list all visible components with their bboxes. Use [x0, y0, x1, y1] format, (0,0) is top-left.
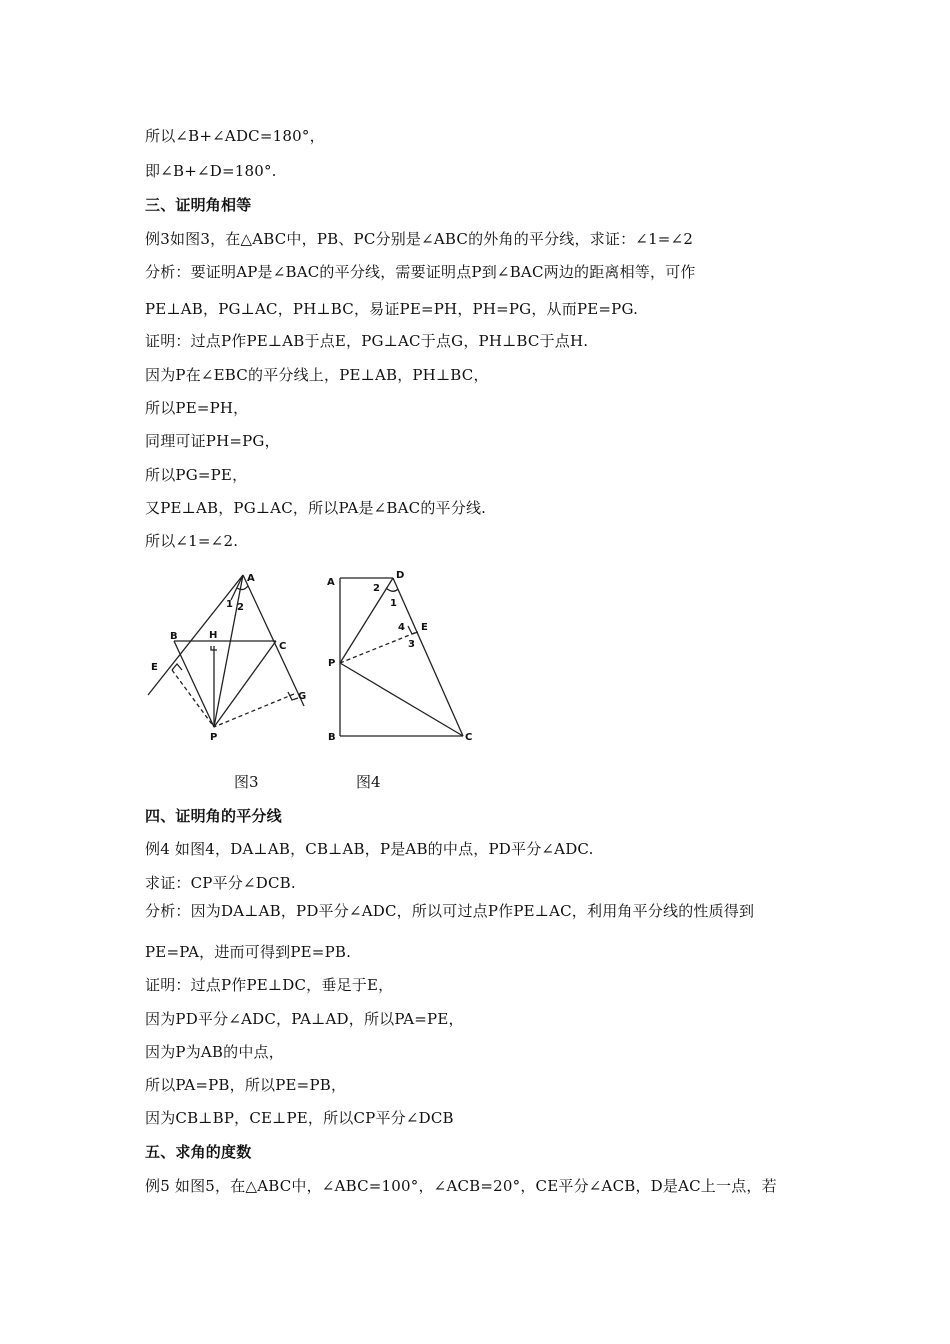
- fig4-angle-3: 3: [408, 639, 415, 650]
- text-line: 因为P在∠EBC的平分线上，PE⊥AB，PH⊥BC，: [145, 366, 489, 384]
- text-line: 证明：过点P作PE⊥AB于点E，PG⊥AC于点G，PH⊥BC于点H.: [145, 332, 589, 350]
- text-line: 所以PG=PE，: [145, 466, 248, 484]
- fig4-angle-2: 2: [373, 583, 380, 594]
- figure-4-caption: 图4: [356, 773, 381, 791]
- text-line: 证明：过点P作PE⊥DC，垂足于E，: [145, 976, 394, 994]
- section-heading: 三、证明角相等: [145, 196, 252, 214]
- fig3-angle-2: 2: [237, 602, 244, 613]
- figure-4: [340, 578, 463, 736]
- fig4-label-P: P: [328, 658, 336, 669]
- text-line: 求证：CP平分∠DCB.: [145, 874, 296, 892]
- text-line: 所以∠B+∠ADC=180°，: [145, 127, 325, 145]
- text-line: PE=PA，进而可得到PE=PB.: [145, 943, 352, 961]
- fig3-label-A: A: [247, 573, 255, 584]
- text-line: 例4 如图4，DA⊥AB，CB⊥AB，P是AB的中点，PD平分∠ADC.: [145, 840, 594, 858]
- fig4-label-D: D: [396, 570, 405, 581]
- fig3-angle-1: 1: [226, 599, 233, 610]
- text-line: 所以PA=PB，所以PE=PB，: [145, 1076, 347, 1094]
- text-line: 又PE⊥AB，PG⊥AC，所以PA是∠BAC的平分线.: [145, 499, 487, 517]
- fig3-label-G: G: [298, 691, 307, 702]
- figure-4-labels: [327, 570, 472, 743]
- fig4-label-A: A: [327, 577, 335, 588]
- fig3-label-B: B: [170, 631, 178, 642]
- text-line: 所以∠1=∠2.: [145, 532, 239, 550]
- text-line: 分析：因为DA⊥AB，PD平分∠ADC，所以可过点P作PE⊥AC，利用角平分线的性质得到: [145, 902, 755, 920]
- section-heading: 五、求角的度数: [145, 1143, 252, 1161]
- geometry-figures: [140, 566, 500, 756]
- fig4-label-B: B: [328, 732, 336, 743]
- fig4-angle-1: 1: [390, 598, 397, 609]
- fig3-label-P: P: [210, 732, 218, 743]
- fig4-angle-4: 4: [398, 622, 405, 633]
- fig4-label-C: C: [465, 732, 473, 743]
- figure-3-caption: 图3: [234, 773, 259, 791]
- figures-area: [140, 566, 500, 756]
- text-line: 同理可证PH=PG，: [145, 432, 280, 450]
- text-line: 即∠B+∠D=180°.: [145, 162, 277, 180]
- fig3-label-C: C: [279, 641, 287, 652]
- text-line: 分析：要证明AP是∠BAC的平分线，需要证明点P到∠BAC两边的距离相等，可作: [145, 263, 696, 281]
- fig4-label-E: E: [421, 622, 428, 633]
- text-line: PE⊥AB，PG⊥AC，PH⊥BC，易证PE=PH，PH=PG，从而PE=PG.: [145, 300, 639, 318]
- text-line: 所以PE=PH，: [145, 399, 249, 417]
- fig3-label-E: E: [151, 662, 158, 673]
- text-line: 例5 如图5，在△ABC中，∠ABC=100°，∠ACB=20°，CE平分∠ACB，D是AC上一点，若: [145, 1177, 777, 1195]
- fig3-label-H: H: [209, 630, 218, 641]
- text-line: 因为CB⊥BP，CE⊥PE，所以CP平分∠DCB: [145, 1109, 454, 1127]
- text-line: 因为PD平分∠ADC，PA⊥AD，所以PA=PE，: [145, 1010, 464, 1028]
- section-heading: 四、证明角的平分线: [145, 807, 282, 825]
- text-line: 例3如图3，在△ABC中，PB、PC分别是∠ABC的外角的平分线，求证：∠1=∠2: [145, 230, 694, 248]
- text-line: 因为P为AB的中点，: [145, 1043, 284, 1061]
- figure-3-labels: [151, 573, 306, 743]
